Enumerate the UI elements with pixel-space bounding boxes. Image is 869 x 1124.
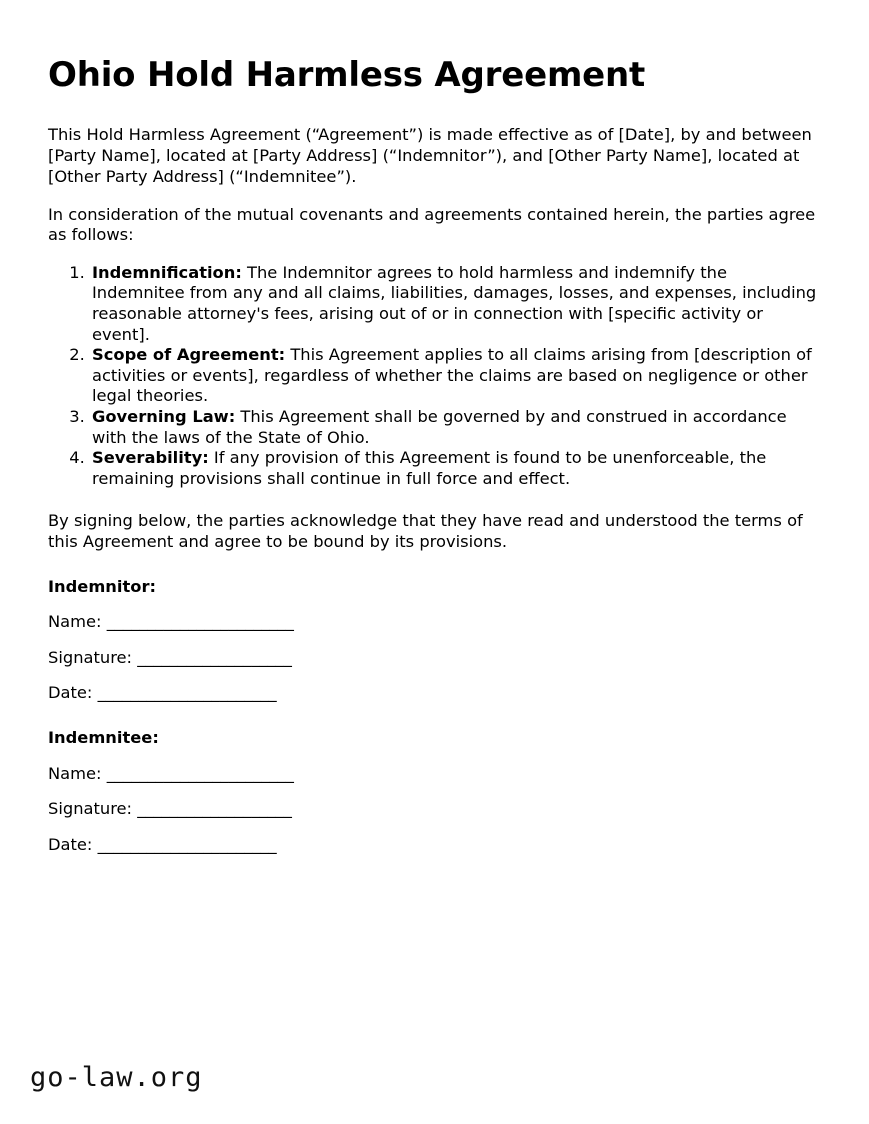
signature-field-row (48, 784, 823, 820)
signature-field-rule[interactable]: ___________________ (137, 647, 292, 667)
clause-list (48, 263, 823, 490)
clause-text: If any provision of this Agreement is found to be unenforceable, the remaining provisions shall continue in full force and effect. (92, 448, 767, 488)
signature-block-indemnitee (48, 704, 823, 855)
date-field-label: Date: (48, 683, 98, 703)
date-field-row (48, 820, 823, 856)
clause-text: This Agreement applies to all claims arising from [description of activities or events], regardless of whether the claims are based on negligence or other legal theories. (92, 345, 812, 406)
name-field-row (48, 597, 823, 633)
list-item (90, 448, 823, 489)
name-field-label: Name: (48, 763, 107, 783)
date-field-row (48, 668, 823, 704)
list-item (90, 263, 823, 345)
clause-text: The Indemnitor agrees to hold harmless and indemnify the Indemnitee from any and all claims, liabilities, damages, losses, and expenses, including reasonable attorney's fees, arising out of or in connection with [specific activity or event]. (92, 262, 817, 344)
signature-block-indemnitor (48, 553, 823, 704)
page-title: Ohio Hold Harmless Agreement (48, 55, 646, 95)
clause-heading: Severability: (92, 448, 209, 468)
signature-field-label: Signature: (48, 799, 138, 819)
clause-heading: Indemnification: (92, 262, 242, 282)
name-field-label: Name: (48, 612, 107, 632)
signature-field-rule[interactable]: ___________________ (137, 799, 292, 819)
site-watermark: go-law.org (30, 1062, 203, 1093)
date-field-rule[interactable]: ______________________ (97, 834, 277, 854)
clause-heading: Governing Law: (92, 407, 236, 427)
signature-block-heading: Indemnitee: (48, 727, 159, 747)
date-field-label: Date: (48, 834, 98, 854)
name-field-rule[interactable]: _______________________ (106, 763, 294, 783)
name-field-row (48, 749, 823, 785)
clause-heading: Scope of Agreement: (92, 345, 286, 365)
intro-paragraph: This Hold Harmless Agreement (“Agreement”) is made effective as of [Date], by and between [Party Name], located at [Party Address] (“Indemnitor”), and [Other Party Name], located at [Other Party Address] (“Indemnitee”). (48, 125, 812, 186)
list-item (90, 407, 823, 448)
list-item (90, 345, 823, 407)
name-field-rule[interactable]: _______________________ (106, 612, 294, 632)
signature-field-label: Signature: (48, 647, 138, 667)
consideration-paragraph: In consideration of the mutual covenants and agreements contained herein, the parties agree as follows: (48, 204, 816, 245)
date-field-rule[interactable]: ______________________ (97, 683, 277, 703)
closing-paragraph: By signing below, the parties acknowledge that they have read and understood the terms of this Agreement and agree to be bound by its provisions. (48, 511, 803, 551)
signature-field-row (48, 633, 823, 669)
clause-text: This Agreement shall be governed by and construed in accordance with the laws of the State of Ohio. (92, 407, 787, 447)
document-content (48, 0, 823, 855)
signature-block-heading: Indemnitor: (48, 576, 156, 596)
